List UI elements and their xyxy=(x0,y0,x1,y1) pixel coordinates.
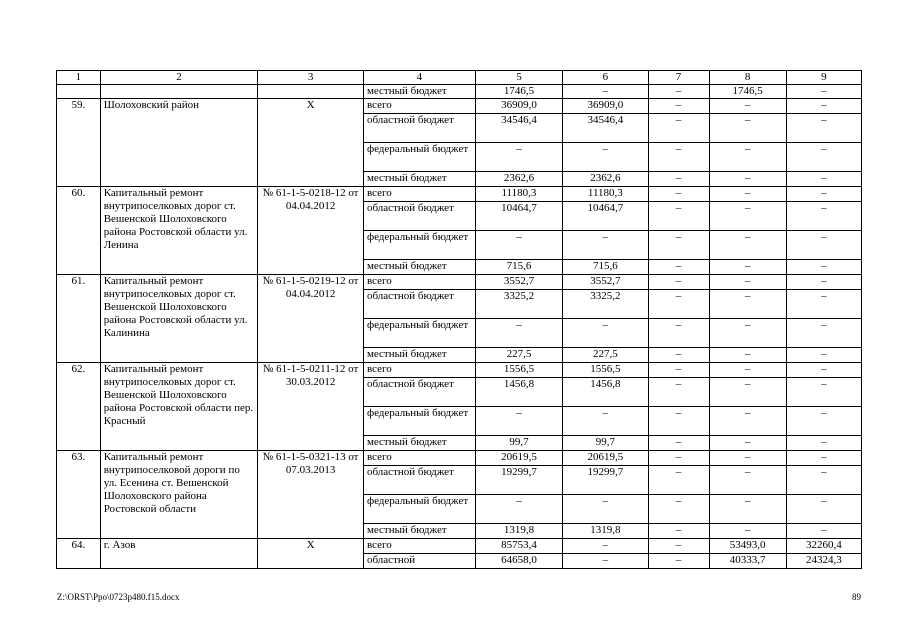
value-cell: – xyxy=(648,275,709,290)
table-row xyxy=(57,539,862,554)
value-cell: – xyxy=(648,85,709,99)
value-cell: – xyxy=(786,99,861,114)
value-cell: – xyxy=(648,363,709,378)
document-reference: № 61-1-5-0218-12 от 04.04.2012 xyxy=(258,187,364,275)
value-cell: – xyxy=(709,114,786,143)
column-number-7: 7 xyxy=(648,71,709,85)
value-cell: 227,5 xyxy=(563,348,648,363)
value-cell: 3325,2 xyxy=(475,290,562,319)
value-cell: – xyxy=(648,495,709,524)
column-number-6: 6 xyxy=(563,71,648,85)
value-cell: – xyxy=(648,451,709,466)
doc-cell xyxy=(258,85,364,99)
value-cell: – xyxy=(563,539,648,554)
budget-label: всего xyxy=(363,451,475,466)
value-cell: 20619,5 xyxy=(563,451,648,466)
value-cell: 20619,5 xyxy=(475,451,562,466)
value-cell: – xyxy=(786,143,861,172)
project-number: 61. xyxy=(57,275,101,363)
value-cell: 1746,5 xyxy=(709,85,786,99)
budget-label: местный бюджет xyxy=(363,260,475,275)
value-cell: – xyxy=(786,524,861,539)
value-cell: 34546,4 xyxy=(563,114,648,143)
value-cell: – xyxy=(475,319,562,348)
value-cell: – xyxy=(786,290,861,319)
budget-label: областной бюджет xyxy=(363,114,475,143)
table-row xyxy=(57,99,862,114)
value-cell: – xyxy=(648,187,709,202)
budget-label: областной бюджет xyxy=(363,290,475,319)
project-name: г. Азов xyxy=(100,539,258,569)
value-cell: – xyxy=(475,143,562,172)
value-cell: 1556,5 xyxy=(475,363,562,378)
column-number-9: 9 xyxy=(786,71,861,85)
value-cell: – xyxy=(563,407,648,436)
budget-table xyxy=(56,70,862,569)
value-cell: 11180,3 xyxy=(475,187,562,202)
value-cell: – xyxy=(648,554,709,569)
value-cell: – xyxy=(648,290,709,319)
table-row xyxy=(57,85,862,99)
value-cell: – xyxy=(709,524,786,539)
budget-label: всего xyxy=(363,187,475,202)
table-row xyxy=(57,451,862,466)
value-cell: – xyxy=(709,202,786,231)
column-number-2: 2 xyxy=(100,71,258,85)
value-cell: 10464,7 xyxy=(563,202,648,231)
value-cell: – xyxy=(709,348,786,363)
value-cell: – xyxy=(786,436,861,451)
value-cell: – xyxy=(648,466,709,495)
value-cell: – xyxy=(563,231,648,260)
column-number-3: 3 xyxy=(258,71,364,85)
value-cell: 34546,4 xyxy=(475,114,562,143)
budget-label: местный бюджет xyxy=(363,172,475,187)
budget-label: местный бюджет xyxy=(363,85,475,99)
value-cell: 19299,7 xyxy=(475,466,562,495)
value-cell: – xyxy=(709,275,786,290)
value-cell: – xyxy=(709,187,786,202)
column-number-8: 8 xyxy=(709,71,786,85)
value-cell: 3325,2 xyxy=(563,290,648,319)
column-number-4: 4 xyxy=(363,71,475,85)
value-cell: 32260,4 xyxy=(786,539,861,554)
value-cell: – xyxy=(648,378,709,407)
budget-label: всего xyxy=(363,539,475,554)
value-cell: – xyxy=(709,378,786,407)
document-reference: Х xyxy=(258,539,364,569)
value-cell: 40333,7 xyxy=(709,554,786,569)
value-cell: – xyxy=(709,363,786,378)
budget-label: областной бюджет xyxy=(363,202,475,231)
project-name: Капитальный ремонт внутрипоселковых дорог ст. Вешенской Шолоховского района Ростовской области ул. Ленина xyxy=(100,187,258,275)
value-cell: – xyxy=(786,275,861,290)
value-cell: – xyxy=(648,231,709,260)
value-cell: – xyxy=(709,436,786,451)
value-cell: – xyxy=(709,451,786,466)
table-row xyxy=(57,187,862,202)
value-cell: – xyxy=(648,202,709,231)
value-cell: – xyxy=(709,260,786,275)
value-cell: 19299,7 xyxy=(563,466,648,495)
project-name: Капитальный ремонт внутрипоселковых дорог ст. Вешенской Шолоховского района Ростовской области ул. Калинина xyxy=(100,275,258,363)
value-cell: – xyxy=(709,172,786,187)
value-cell: – xyxy=(475,495,562,524)
budget-label: федеральный бюджет xyxy=(363,495,475,524)
value-cell: – xyxy=(648,319,709,348)
value-cell: – xyxy=(563,554,648,569)
budget-label: федеральный бюджет xyxy=(363,143,475,172)
value-cell: – xyxy=(563,143,648,172)
value-cell: – xyxy=(786,85,861,99)
budget-label: федеральный бюджет xyxy=(363,231,475,260)
project-number: 62. xyxy=(57,363,101,451)
value-cell: – xyxy=(709,290,786,319)
project-name: Шолоховский район xyxy=(100,99,258,187)
value-cell: – xyxy=(648,539,709,554)
value-cell: – xyxy=(709,466,786,495)
value-cell: – xyxy=(709,407,786,436)
value-cell: 2362,6 xyxy=(475,172,562,187)
value-cell: 1556,5 xyxy=(563,363,648,378)
value-cell: 715,6 xyxy=(563,260,648,275)
value-cell: – xyxy=(786,231,861,260)
column-number-1: 1 xyxy=(57,71,101,85)
value-cell: 3552,7 xyxy=(563,275,648,290)
document-reference: № 61-1-5-0219-12 от 04.04.2012 xyxy=(258,275,364,363)
value-cell: – xyxy=(786,466,861,495)
value-cell: 24324,3 xyxy=(786,554,861,569)
budget-label: федеральный бюджет xyxy=(363,319,475,348)
budget-label: всего xyxy=(363,275,475,290)
value-cell: 10464,7 xyxy=(475,202,562,231)
value-cell: – xyxy=(648,436,709,451)
value-cell: 1319,8 xyxy=(475,524,562,539)
value-cell: 1456,8 xyxy=(475,378,562,407)
value-cell: 1746,5 xyxy=(475,85,562,99)
value-cell: – xyxy=(475,407,562,436)
value-cell: 99,7 xyxy=(475,436,562,451)
num-cell xyxy=(57,85,101,99)
value-cell: 1456,8 xyxy=(563,378,648,407)
value-cell: – xyxy=(786,114,861,143)
value-cell: – xyxy=(648,114,709,143)
budget-label: местный бюджет xyxy=(363,436,475,451)
budget-label: областной бюджет xyxy=(363,466,475,495)
value-cell: 715,6 xyxy=(475,260,562,275)
project-name: Капитальный ремонт внутрипоселковой дороги по ул. Есенина ст. Вешенской Шолоховского района Ростовской области xyxy=(100,451,258,539)
project-name: Капитальный ремонт внутрипоселковых дорог ст. Вешенской Шолоховского района Ростовской области пер. Красный xyxy=(100,363,258,451)
table-row xyxy=(57,363,862,378)
budget-label: местный бюджет xyxy=(363,524,475,539)
value-cell: 64658,0 xyxy=(475,554,562,569)
value-cell: – xyxy=(709,231,786,260)
project-number: 60. xyxy=(57,187,101,275)
value-cell: – xyxy=(648,348,709,363)
value-cell: – xyxy=(648,172,709,187)
value-cell: – xyxy=(786,187,861,202)
column-number-5: 5 xyxy=(475,71,562,85)
value-cell: 36909,0 xyxy=(563,99,648,114)
value-cell: – xyxy=(563,85,648,99)
value-cell: – xyxy=(709,143,786,172)
column-number-row xyxy=(57,71,862,85)
value-cell: 85753,4 xyxy=(475,539,562,554)
value-cell: – xyxy=(648,260,709,275)
budget-label: местный бюджет xyxy=(363,348,475,363)
budget-label: федеральный бюджет xyxy=(363,407,475,436)
project-number: 64. xyxy=(57,539,101,569)
name-cell xyxy=(100,85,258,99)
value-cell: – xyxy=(709,319,786,348)
value-cell: 11180,3 xyxy=(563,187,648,202)
value-cell: – xyxy=(648,143,709,172)
budget-label: областной бюджет xyxy=(363,378,475,407)
value-cell: – xyxy=(563,495,648,524)
budget-label: всего xyxy=(363,363,475,378)
budget-label: всего xyxy=(363,99,475,114)
value-cell: 227,5 xyxy=(475,348,562,363)
budget-label: областной xyxy=(363,554,475,569)
document-reference: Х xyxy=(258,99,364,187)
value-cell: – xyxy=(786,319,861,348)
value-cell: – xyxy=(786,260,861,275)
page-number: 89 xyxy=(852,592,861,602)
project-number: 63. xyxy=(57,451,101,539)
value-cell: – xyxy=(648,407,709,436)
value-cell: – xyxy=(786,348,861,363)
project-number: 59. xyxy=(57,99,101,187)
value-cell: – xyxy=(709,495,786,524)
value-cell: – xyxy=(648,524,709,539)
value-cell: – xyxy=(786,363,861,378)
value-cell: – xyxy=(709,99,786,114)
value-cell: 3552,7 xyxy=(475,275,562,290)
value-cell: – xyxy=(648,99,709,114)
value-cell: – xyxy=(786,407,861,436)
value-cell: – xyxy=(786,202,861,231)
value-cell: 53493,0 xyxy=(709,539,786,554)
value-cell: 2362,6 xyxy=(563,172,648,187)
table-row xyxy=(57,275,862,290)
value-cell: – xyxy=(786,495,861,524)
value-cell: – xyxy=(786,378,861,407)
file-path-footer: Z:\ORST\Ppo\0723p480.f15.docx xyxy=(57,592,180,602)
value-cell: 1319,8 xyxy=(563,524,648,539)
value-cell: – xyxy=(475,231,562,260)
value-cell: – xyxy=(786,451,861,466)
value-cell: 36909,0 xyxy=(475,99,562,114)
value-cell: – xyxy=(786,172,861,187)
value-cell: – xyxy=(563,319,648,348)
value-cell: 99,7 xyxy=(563,436,648,451)
document-reference: № 61-1-5-0321-13 от 07.03.2013 xyxy=(258,451,364,539)
document-reference: № 61-1-5-0211-12 от 30.03.2012 xyxy=(258,363,364,451)
